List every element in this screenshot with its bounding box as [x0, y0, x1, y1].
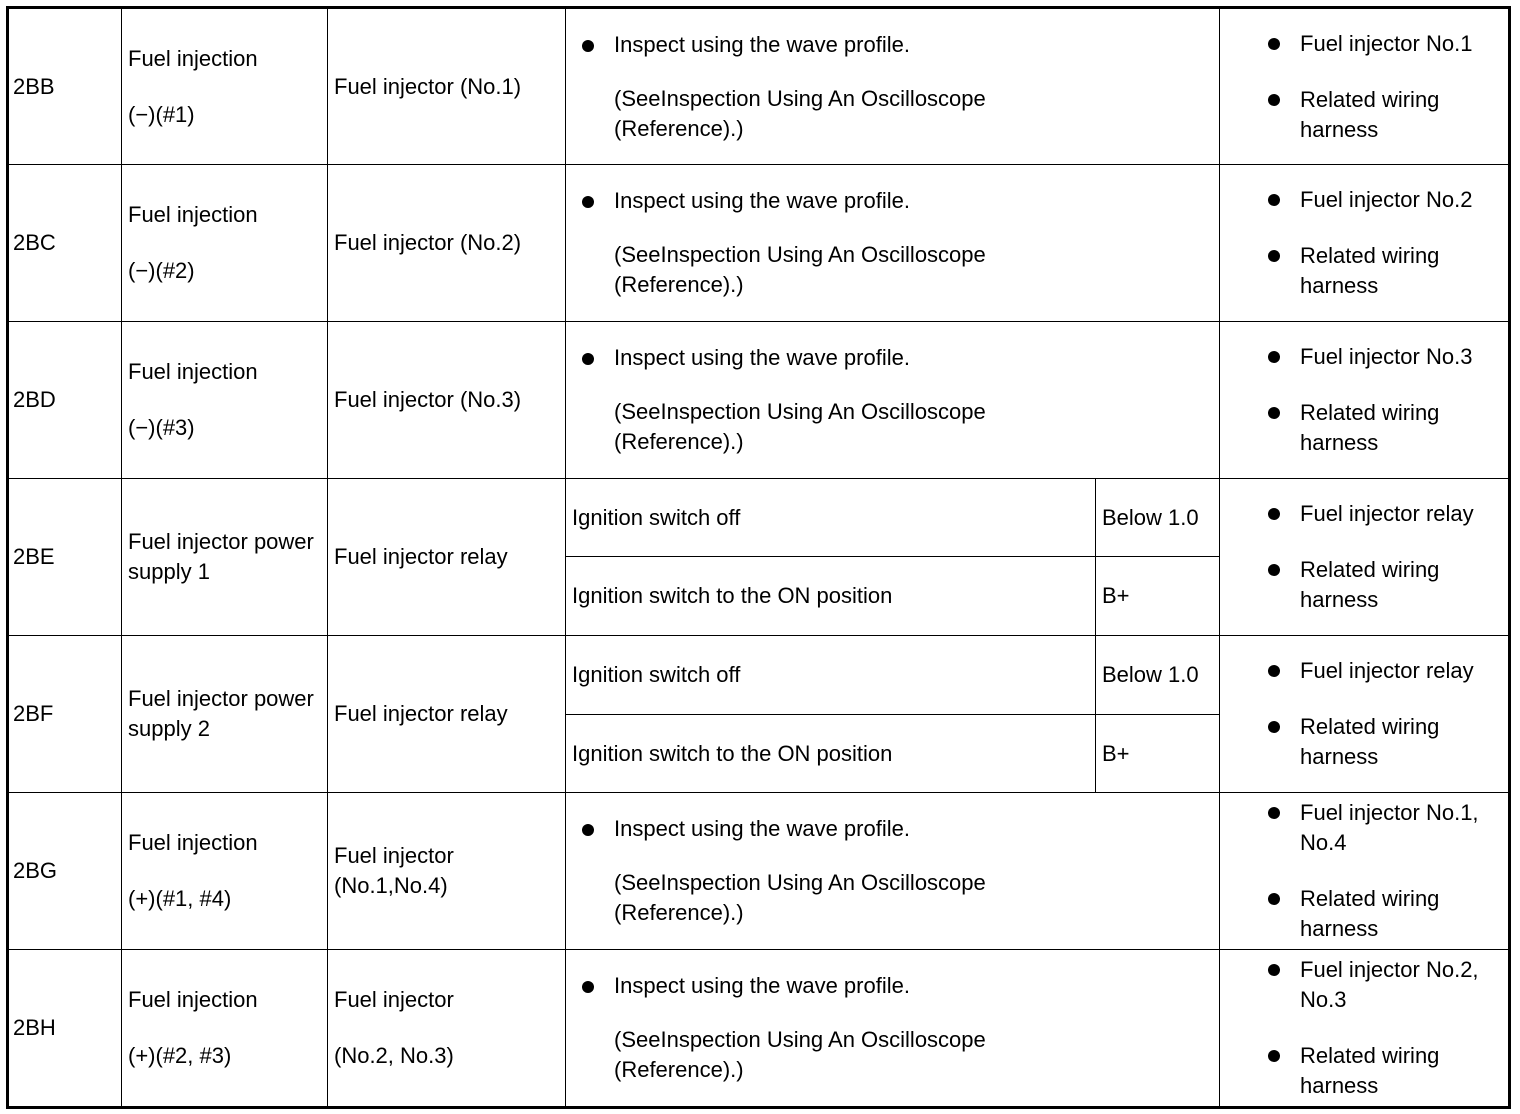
bullet-icon [1268, 807, 1280, 819]
condition-label: Ignition switch to the ON position [566, 715, 1096, 793]
procedure-item: Related wiring harness [1300, 400, 1440, 455]
condition-value: B+ [1096, 557, 1220, 636]
bullet-icon [1268, 1050, 1280, 1062]
connected-to-cell: Fuel injector relay [328, 479, 566, 636]
terminal-cell: 2BD [8, 322, 122, 479]
procedure-item: Fuel injector No.3 [1300, 344, 1473, 369]
reference-line: (SeeInspection Using An Oscilloscope [614, 399, 986, 424]
bullet-icon [1268, 508, 1280, 520]
signal-line: Fuel injection [128, 987, 258, 1012]
terminal-cell: 2BH [8, 950, 122, 1108]
inspection-cell [566, 793, 1220, 950]
signal-line: (−)(#2) [128, 258, 195, 283]
procedure-item: Related wiring harness [1300, 714, 1440, 769]
procedure-cell [1220, 636, 1510, 793]
bullet-icon [1268, 407, 1280, 419]
table-row [8, 8, 1510, 165]
procedure-cell [1220, 793, 1510, 950]
procedure-cell [1220, 165, 1510, 322]
procedure-item: Related wiring harness [1300, 243, 1440, 298]
procedure-item: Related wiring harness [1300, 1043, 1440, 1098]
procedure-item: Related wiring harness [1300, 557, 1440, 612]
bullet-icon [1268, 721, 1280, 733]
bullet-icon [1268, 351, 1280, 363]
inspection-cell [566, 950, 1220, 1108]
condition-value: Below 1.0 [1096, 636, 1220, 715]
condition-label: Ignition switch to the ON position [566, 557, 1096, 636]
inspection-cell [566, 322, 1220, 479]
signal-cell [122, 8, 328, 165]
procedure-item: Fuel injector relay [1300, 501, 1474, 526]
condition-value: B+ [1096, 715, 1220, 793]
reference-line: (Reference).) [614, 429, 744, 454]
reference-line: (Reference).) [614, 1057, 744, 1082]
reference-link[interactable] [614, 868, 1219, 928]
bullet-icon [582, 40, 594, 52]
inspection-text: Inspect using the wave profile. [614, 973, 910, 998]
reference-line: (SeeInspection Using An Oscilloscope [614, 1027, 986, 1052]
connected-to-cell: Fuel injector (No.1) [328, 8, 566, 165]
reference-line: (Reference).) [614, 115, 744, 141]
connected-to-cell [328, 950, 566, 1108]
procedure-cell [1220, 8, 1510, 165]
signal-line: (−)(#1) [128, 101, 195, 127]
connected-to-line: (No.2, No.3) [334, 1043, 454, 1068]
procedure-item: Fuel injector No.2, No.3 [1300, 957, 1479, 1012]
terminal-cell: 2BB [8, 8, 122, 165]
reference-line: (Reference).) [614, 272, 744, 297]
connected-to-cell: Fuel injector (No.3) [328, 322, 566, 479]
connected-to-cell: Fuel injector relay [328, 636, 566, 793]
signal-line: Fuel injection [128, 202, 258, 227]
bullet-icon [582, 824, 594, 836]
bullet-icon [1268, 194, 1280, 206]
bullet-icon [1268, 94, 1280, 106]
connected-to-cell: Fuel injector (No.1,No.4) [328, 793, 566, 950]
bullet-icon [1268, 665, 1280, 677]
terminal-cell: 2BC [8, 165, 122, 322]
signal-line: Fuel injection [128, 830, 258, 855]
inspection-text: Inspect using the wave profile. [614, 345, 910, 370]
bullet-icon [1268, 964, 1280, 976]
signal-line: (+)(#2, #3) [128, 1043, 232, 1068]
procedure-cell [1220, 950, 1510, 1108]
procedure-item: Fuel injector relay [1300, 658, 1474, 683]
table-row [8, 479, 1510, 557]
inspection-text: Inspect using the wave profile. [614, 188, 910, 213]
terminal-cell: 2BG [8, 793, 122, 950]
procedure-cell [1220, 322, 1510, 479]
table-row [8, 165, 1510, 322]
bullet-icon [1268, 38, 1280, 50]
table-row [8, 793, 1510, 950]
inspection-cell [566, 165, 1220, 322]
bullet-icon [1268, 893, 1280, 905]
signal-line: (−)(#3) [128, 415, 195, 440]
bullet-icon [582, 353, 594, 365]
inspection-text: Inspect using the wave profile. [614, 31, 910, 57]
procedure-item: Related wiring harness [1300, 86, 1440, 142]
bullet-icon [582, 981, 594, 993]
bullet-icon [1268, 564, 1280, 576]
inspection-cell [566, 8, 1220, 165]
reference-line: (SeeInspection Using An Oscilloscope [614, 870, 986, 895]
bullet-icon [1268, 250, 1280, 262]
reference-link[interactable] [614, 1025, 1219, 1085]
signal-line: Fuel injection [128, 45, 258, 71]
condition-value: Below 1.0 [1096, 479, 1220, 557]
procedure-item: Fuel injector No.1, No.4 [1300, 800, 1479, 855]
signal-cell: Fuel injector power supply 2 [122, 636, 328, 793]
table-row [8, 322, 1510, 479]
procedure-item: Fuel injector No.2 [1300, 187, 1473, 212]
reference-line: (SeeInspection Using An Oscilloscope [614, 242, 986, 267]
procedure-item: Fuel injector No.1 [1300, 30, 1473, 56]
table-row [8, 950, 1510, 1108]
signal-cell: Fuel injector power supply 1 [122, 479, 328, 636]
procedure-item: Related wiring harness [1300, 886, 1440, 941]
signal-cell [122, 950, 328, 1108]
inspection-text: Inspect using the wave profile. [614, 816, 910, 841]
table-row [8, 636, 1510, 715]
terminal-cell: 2BE [8, 479, 122, 636]
reference-link[interactable] [614, 397, 1219, 457]
signal-line: Fuel injection [128, 359, 258, 384]
reference-link[interactable] [614, 240, 1219, 300]
signal-cell [122, 322, 328, 479]
reference-link[interactable] [614, 84, 1219, 144]
signal-line: (+)(#1, #4) [128, 886, 232, 911]
signal-cell [122, 165, 328, 322]
reference-line: (Reference).) [614, 900, 744, 925]
procedure-cell [1220, 479, 1510, 636]
connected-to-line: Fuel injector [334, 987, 454, 1012]
signal-cell [122, 793, 328, 950]
condition-label: Ignition switch off [566, 479, 1096, 557]
terminal-inspection-table [6, 6, 1511, 1109]
condition-label: Ignition switch off [566, 636, 1096, 715]
reference-line: (SeeInspection Using An Oscilloscope [614, 85, 986, 111]
connected-to-cell: Fuel injector (No.2) [328, 165, 566, 322]
terminal-cell: 2BF [8, 636, 122, 793]
bullet-icon [582, 196, 594, 208]
